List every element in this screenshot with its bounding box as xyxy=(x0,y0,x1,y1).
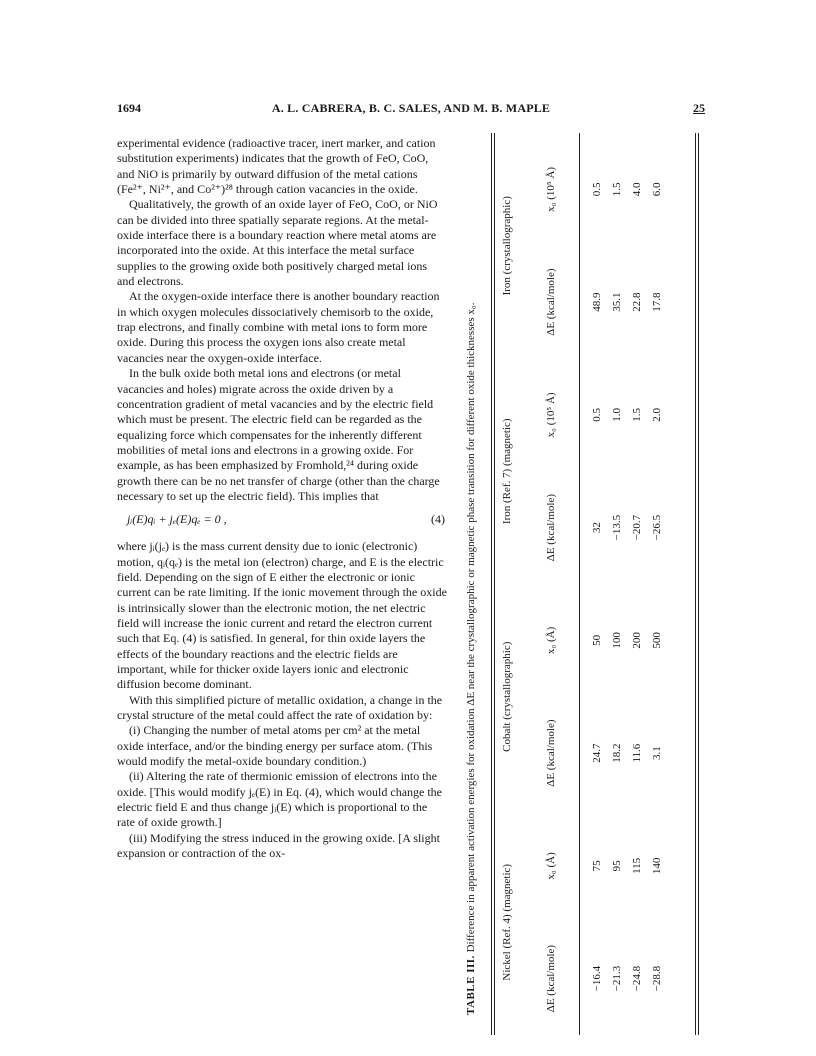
table-column-header-x0: x₀ (10⁵ Å) xyxy=(545,166,557,212)
table-cell-x0: 115 xyxy=(631,857,643,874)
table-cell-delta-e: 48.9 xyxy=(591,292,603,312)
table-group-title: Iron (crystallographic) xyxy=(501,196,513,296)
page-number: 1694 xyxy=(117,101,141,115)
list-item-i: (i) Changing the number of metal atoms per cm² at the metal oxide interface, and/or the binding energy per surface atom. (This would modify the metal-oxide boundary condition.) xyxy=(117,723,433,769)
table-cell-x0: 1.0 xyxy=(611,408,623,422)
table-cell-delta-e: 24.7 xyxy=(591,743,603,763)
table-column-header-x0: x₀ (Å) xyxy=(545,852,557,880)
table-column-header-x0: x₀ (10⁵ Å) xyxy=(545,392,557,438)
page-header xyxy=(117,101,705,117)
table-column-header-delta-e: ΔE (kcal/mole) xyxy=(545,268,557,336)
table-rule-bottom xyxy=(695,133,696,1035)
running-authors: A. L. CABRERA, B. C. SALES, AND M. B. MAPLE xyxy=(271,101,551,115)
volume-number: 25 xyxy=(693,101,705,115)
table-rule-top-2 xyxy=(494,133,495,1035)
table-cell-delta-e: −20.7 xyxy=(631,514,643,541)
table-cell-x0: 75 xyxy=(591,860,603,872)
table-cell-delta-e: 32 xyxy=(591,522,603,534)
list-item-iii: (iii) Modifying the stress induced in the growing oxide. [A slight expansion or contraction of the ox- xyxy=(117,830,440,861)
table-cell-x0: 95 xyxy=(611,860,623,872)
table-rule-bottom-2 xyxy=(698,133,699,1035)
table-rule-top xyxy=(491,133,492,1035)
table-column-header-x0: x₀ (Å) xyxy=(545,626,557,655)
paragraph-3: At the oxygen-oxide interface there is another boundary reaction in which oxygen molecules dissociatively chemisorb to the oxide, trap electrons, and finally combine with metal ions to form more oxide. During this process the oxygen ions also create metal vacancies near the oxygen-oxide interface. xyxy=(117,289,440,365)
paragraph-5: where jᵢ(jₑ) is the mass current density due to ionic (electronic) motion, qᵢ(qₑ) is the metal ion (electron) charge, and E is the electric field. Depending on the sign of E either the electronic or ionic current can be rate limiting. If the ionic movement through the oxide is intrinsically slower than the electronic motion, the net electric field will increase the ionic current and retard the electron current such that Eq. (4) is satisfied. In general, for thin oxide layers the effects of the boundary reactions and the electric fields are important, while for thicker oxide layers ionic and electronic diffusion become dominant. xyxy=(117,539,447,692)
table-cell-delta-e: 18.2 xyxy=(611,743,623,763)
equation-number: (4) xyxy=(431,512,445,527)
table-caption xyxy=(465,145,477,1015)
equation-4 xyxy=(117,509,447,531)
table-group-title: Cobalt (crystallographic) xyxy=(501,641,513,752)
table-caption-label: TABLE III. xyxy=(465,955,477,1015)
table-cell-delta-e: 35.1 xyxy=(611,292,623,312)
table-cell-delta-e: −21.3 xyxy=(611,965,623,992)
paragraph-2: Qualitatively, the growth of an oxide layer of FeO, CoO, or NiO can be divided into three spatially separate regions. At the metal-oxide interface there is a boundary reaction where metal atoms are incorporated into the oxide. At this interface the metal surface supplies to the growing oxide both positively charged metal ions and electrons. xyxy=(117,197,438,289)
table-cell-x0: 500 xyxy=(651,632,663,649)
table-cell-x0: 140 xyxy=(651,857,663,875)
table-column-header-delta-e: ΔE (kcal/mole) xyxy=(545,945,557,1013)
table-cell-x0: 2.0 xyxy=(651,408,663,422)
table-cell-delta-e: 17.8 xyxy=(651,292,663,312)
table-cell-delta-e: −13.5 xyxy=(611,514,623,541)
table-iii xyxy=(463,133,707,1035)
table-cell-delta-e: 3.1 xyxy=(651,746,663,760)
table-cell-x0: 4.0 xyxy=(631,182,643,197)
table-cell-x0: 0.5 xyxy=(591,408,603,422)
table-group-title: Nickel (Ref. 4) (magnetic) xyxy=(501,863,513,981)
table-cell-x0: 100 xyxy=(611,632,623,649)
table-caption-text: Difference in apparent activation energies for oxidation ΔE near the crystallographic or magnetic phase transition for different oxide thicknesses x₀. xyxy=(465,302,477,953)
list-item-ii: (ii) Altering the rate of thermionic emission of electrons into the oxide. [This would modify jₑ(E) in Eq. (4), which would change the electric field E and thus change jᵢ(E) which is proportional to the rate of oxide growth.] xyxy=(117,769,443,830)
table-column-header-delta-e: ΔE (kcal/mole) xyxy=(545,494,557,562)
table-cell-delta-e: −26.5 xyxy=(651,514,663,541)
table-group-title: Iron (Ref. 7) (magnetic) xyxy=(501,418,513,525)
equation-formula: jᵢ(E)qᵢ + jₑ(E)qₑ = 0 , xyxy=(127,512,227,527)
table-rule-header xyxy=(579,133,580,1035)
table-cell-x0: 1.5 xyxy=(631,408,643,422)
table-cell-x0: 1.5 xyxy=(611,182,623,197)
table-cell-delta-e: −24.8 xyxy=(631,965,643,992)
table-cell-x0: 6.0 xyxy=(651,182,663,197)
text-column xyxy=(117,136,447,861)
table-cell-delta-e: 22.8 xyxy=(631,292,643,312)
table-cell-x0: 50 xyxy=(591,634,603,646)
paragraph-1: experimental evidence (radioactive tracer, inert marker, and cation substitution experiments) indicates that the growth of FeO, CoO, and NiO is primarily by outward diffusion of the metal cations (Fe²⁺, Ni²⁺, and Co²⁺)²⁸ through cation vacancies in the oxide. xyxy=(117,136,436,197)
table-column-header-delta-e: ΔE (kcal/mole) xyxy=(545,719,557,787)
table-cell-x0: 0.5 xyxy=(591,182,603,197)
table-cell-delta-e: −16.4 xyxy=(591,965,603,992)
table-iii-container xyxy=(463,133,707,1035)
paragraph-6: With this simplified picture of metallic oxidation, a change in the crystal structure of the metal could affect the rate of oxidation by: xyxy=(117,692,443,723)
table-cell-delta-e: 11.6 xyxy=(631,743,643,763)
table-cell-delta-e: −28.8 xyxy=(651,965,663,992)
paragraph-4: In the bulk oxide both metal ions and electrons (or metal vacancies and holes) migrate across the oxide driven by a concentration gradient of metal vacancies and by the electric field which must be present. The electric field can be regarded as the equalizing force which compensates for the inherently different mobilities of metal ions and electrons in a growing oxide. For example, as has been emphasized by Fromhold,²⁴ during oxide growth there can be no net transfer of charge (other than the charge necessary to set up the electric field). This implies that xyxy=(117,366,440,503)
table-cell-x0: 200 xyxy=(631,632,643,649)
